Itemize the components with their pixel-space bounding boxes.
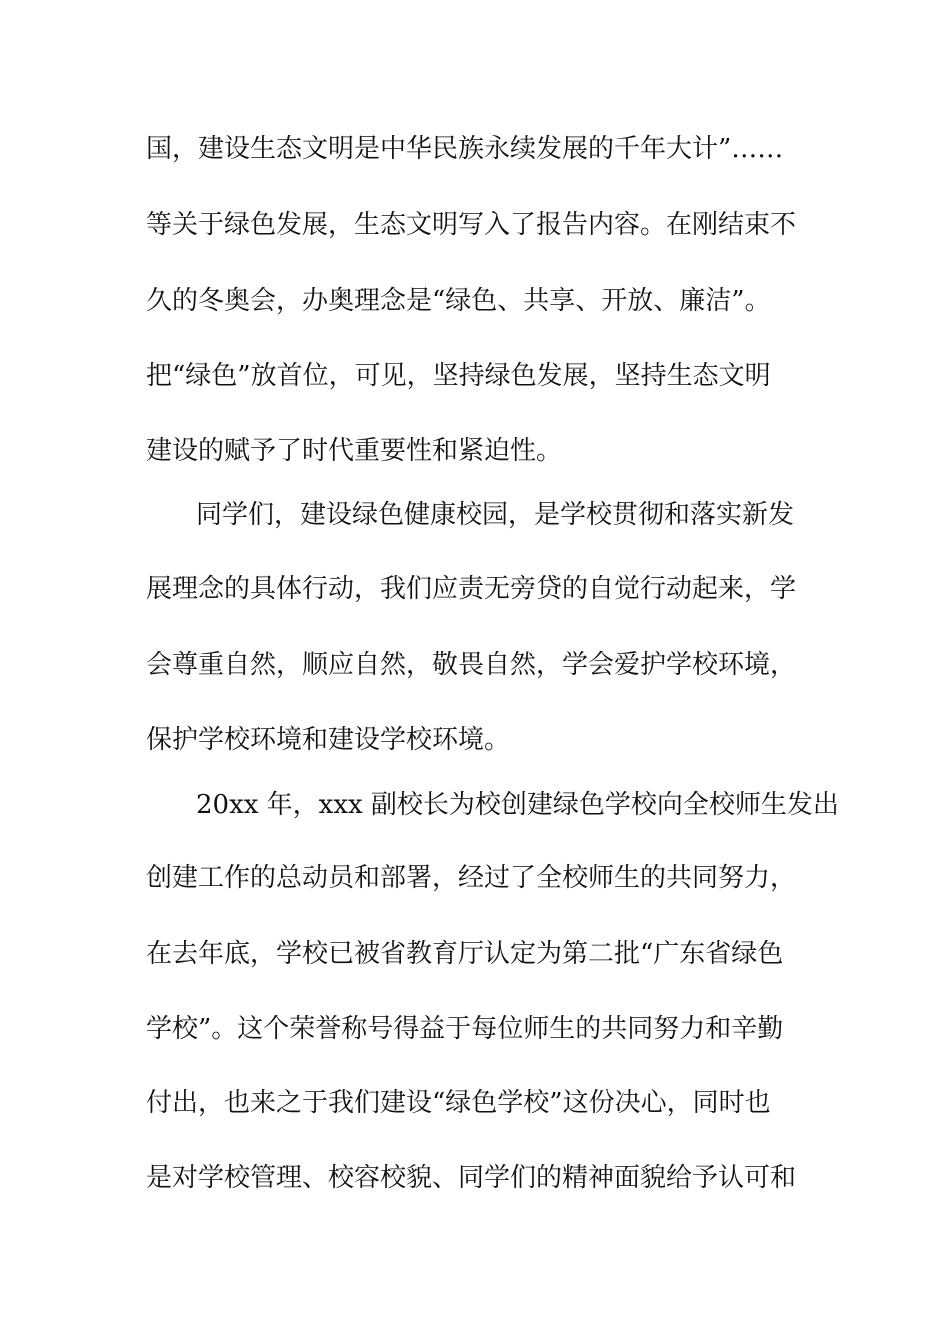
paragraph-first-line: 同学们，建设绿色健康校园，是学校贯彻和落实新发 <box>196 500 795 530</box>
text-line: 学校”。这个荣誉称号得益于每位师生的共同努力和辛勤 <box>146 1014 784 1044</box>
text-line: 创建工作的总动员和部署，经过了全校师生的共同努力， <box>146 863 797 893</box>
text-line: 保护学校环境和建设学校环境。 <box>146 725 511 755</box>
text-line: 在去年底，学校已被省教育厅认定为第二批“广东省绿色 <box>146 939 784 969</box>
paragraph-first-line: 20xx 年，xxx 副校长为校创建绿色学校向全校师生发出 <box>196 790 839 820</box>
text-line: 会尊重自然，顺应自然，敬畏自然，学会爱护学校环境， <box>146 650 797 680</box>
text-line: 把“绿色”放首位，可见，坚持绿色发展，坚持生态文明 <box>146 361 771 391</box>
text-line: 久的冬奥会，办奥理念是“绿色、共享、开放、廉洁”。 <box>146 286 771 316</box>
text-line: 等关于绿色发展，生态文明写入了报告内容。在刚结束不 <box>146 210 797 240</box>
text-line: 国，建设生态文明是中华民族永续发展的千年大计”…… <box>146 134 784 164</box>
text-line: 建设的赋予了时代重要性和紧迫性。 <box>146 436 563 466</box>
text-line: 展理念的具体行动，我们应责无旁贷的自觉行动起来，学 <box>146 574 797 604</box>
text-line: 是对学校管理、校容校貌、同学们的精神面貌给予认可和 <box>146 1163 797 1193</box>
text-line: 付出，也来之于我们建设“绿色学校”这份决心，同时也 <box>146 1088 771 1118</box>
